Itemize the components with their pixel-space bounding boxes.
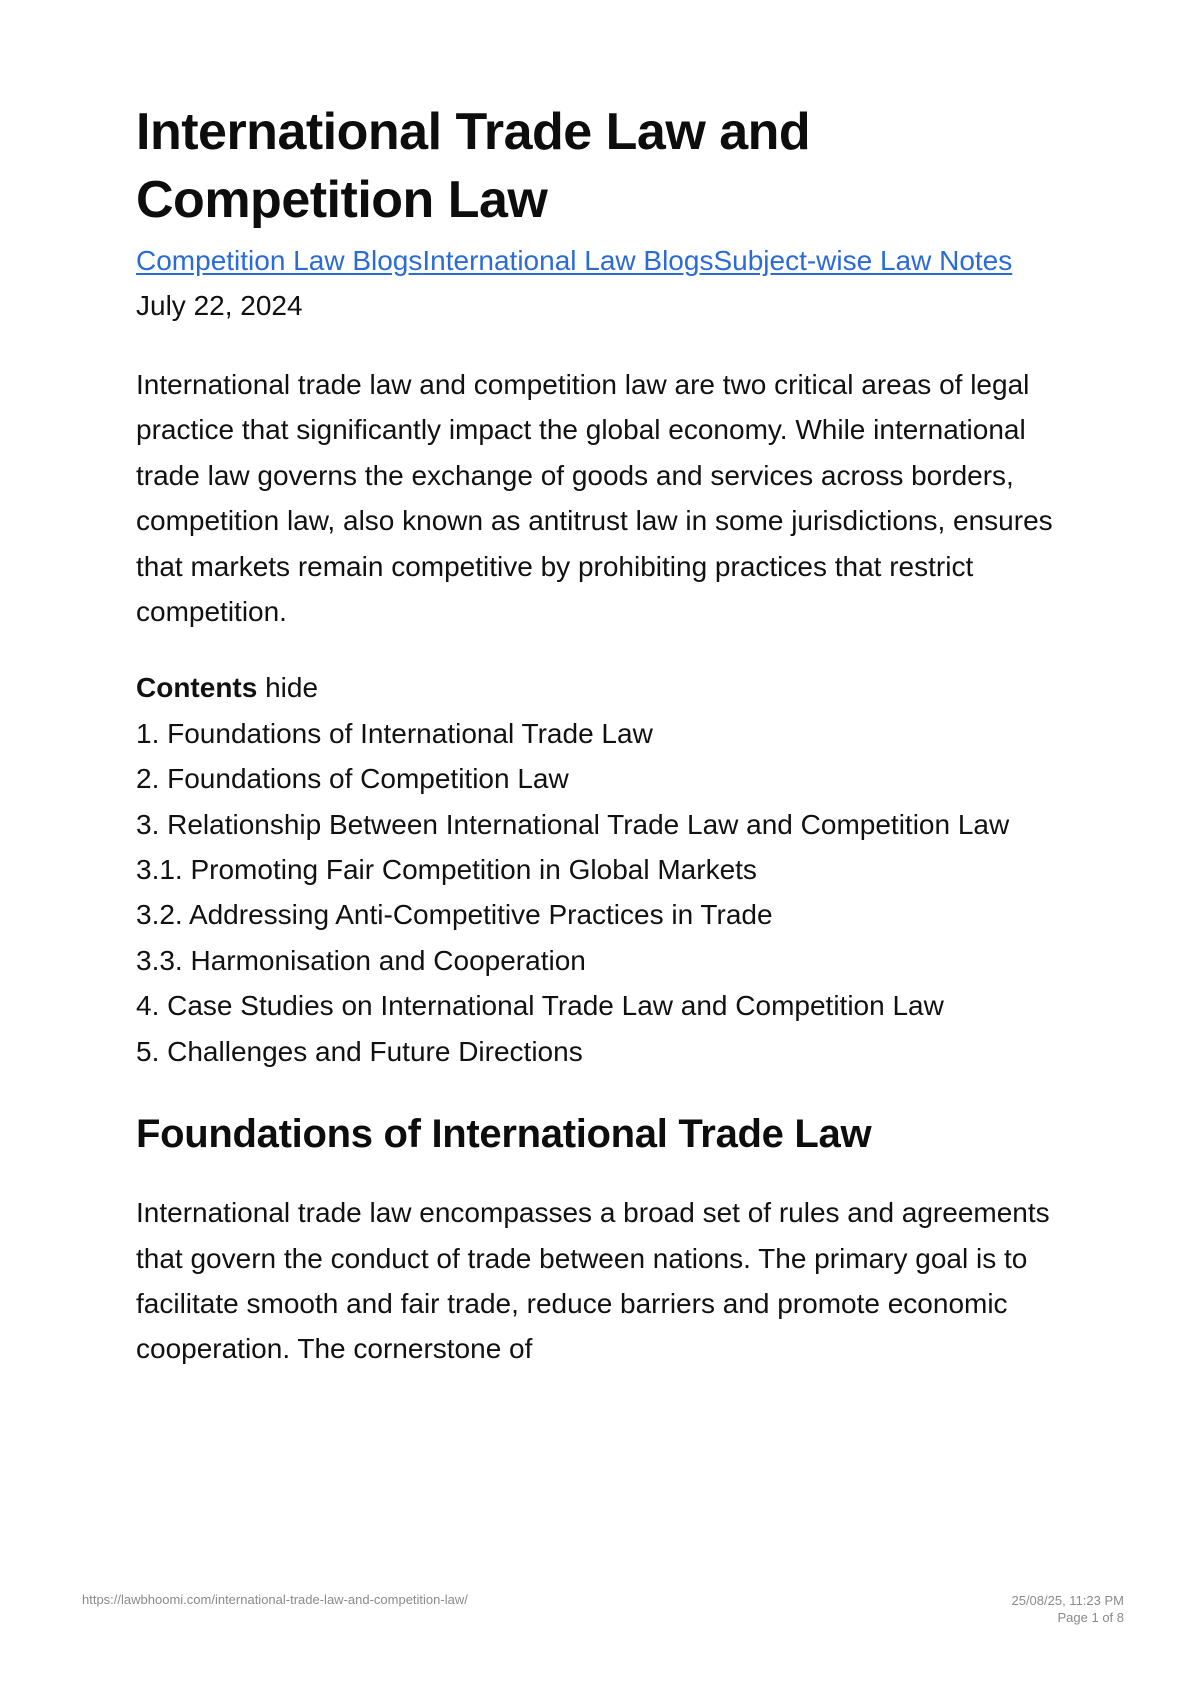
toc-item[interactable]: 3.2. Addressing Anti-Competitive Practices in Trade [136, 899, 773, 931]
footer-url: https://lawbhoomi.com/international-trade-law-and-competition-law/ [82, 1592, 468, 1607]
toc-item[interactable]: 3.3. Harmonisation and Cooperation [136, 944, 586, 976]
category-links [136, 238, 1076, 283]
toc-item[interactable]: 3. Relationship Between International Trade Law and Competition Law [136, 808, 1010, 840]
footer-datetime: 25/08/25, 11:23 PM [1011, 1593, 1124, 1608]
intro-paragraph: International trade law and competition law are two critical areas of legal practice that significantly impact the global economy. While international trade law governs the exchange of goods and services across borders, competition law, also known as antitrust law in some jurisdictions, ensures that markets remain competitive by prohibiting practices that restrict competition. [136, 369, 1053, 628]
category-link-competition[interactable]: Competition Law Blogs [136, 245, 423, 276]
toc-item[interactable]: 2. Foundations of Competition Law [136, 763, 569, 795]
footer-page-number: Page 1 of 8 [1057, 1610, 1124, 1625]
toc-hide-toggle[interactable]: hide [265, 672, 319, 704]
toc-item[interactable]: 5. Challenges and Future Directions [136, 1035, 583, 1067]
article-title: International Trade Law and Competition Law [136, 103, 811, 229]
table-of-contents [136, 665, 1076, 1074]
publish-date: July 22, 2024 [136, 290, 303, 321]
toc-list [136, 711, 1076, 1074]
toc-heading: Contents [136, 672, 258, 704]
category-link-international[interactable]: International Law Blogs [422, 245, 714, 276]
toc-item[interactable]: 1. Foundations of International Trade Law [136, 717, 653, 749]
toc-header [136, 665, 1076, 710]
footer-meta [1011, 1592, 1124, 1626]
category-link-subject-wise[interactable]: Subject-wise Law Notes [713, 245, 1013, 276]
section-heading: Foundations of International Trade Law [136, 1112, 872, 1157]
section-paragraph: International trade law encompasses a broad set of rules and agreements that govern the conduct of trade between nations. The primary goal is to facilitate smooth and fair trade, reduce barriers and promote economic cooperation. The cornerstone of [136, 1197, 1050, 1365]
toc-item[interactable]: 4. Case Studies on International Trade Law and Competition Law [136, 990, 944, 1022]
article [136, 98, 1076, 1372]
toc-item[interactable]: 3.1. Promoting Fair Competition in Global Markets [136, 854, 757, 886]
